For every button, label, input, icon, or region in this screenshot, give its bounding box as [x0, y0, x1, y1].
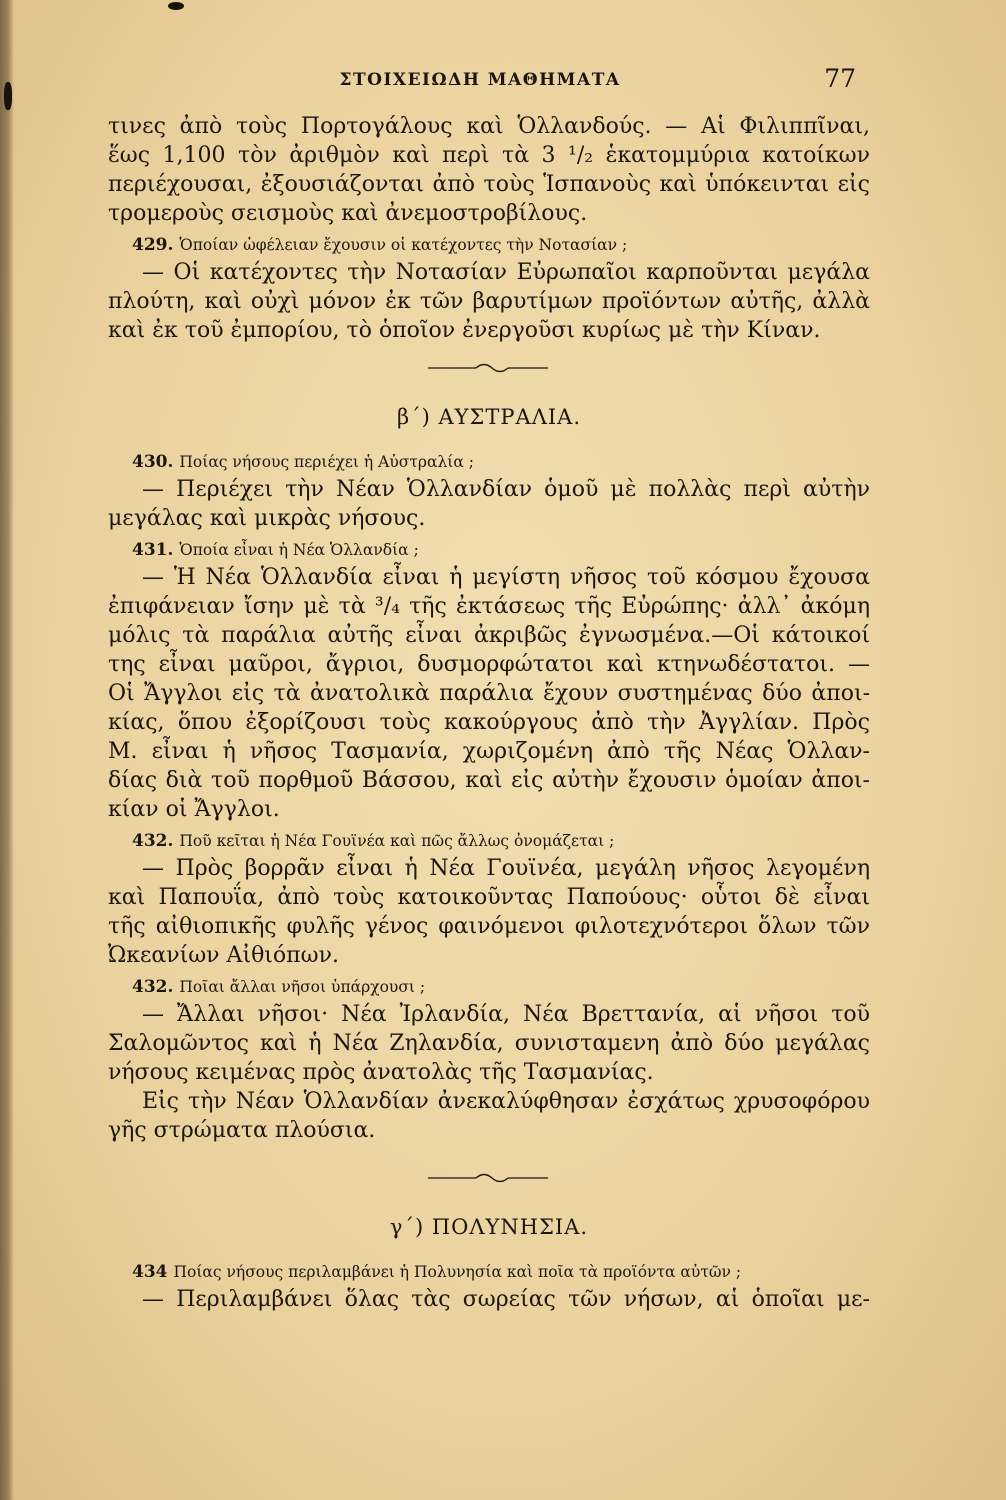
page-number: 77 [824, 64, 856, 93]
answer-line: τῆς αἰθιοπικῆς φυλῆς γένος φαινόμενοι φιλοτεχνότεροι ὅλων τῶν [108, 914, 870, 939]
answer-line: — Ἄλλαι νῆσοι· Νέα Ἰρλανδία, Νέα Βρεττανία, αἱ νῆσοι τοῦ [142, 1002, 870, 1027]
answer-line: Μ. εἶναι ἡ νῆσος Τασμανία, χωριζομένη ἀπὸ τῆς Νέας Ὁλλαν- [108, 739, 870, 764]
text-line: τινες ἀπὸ τοὺς Πορτογάλους καὶ Ὁλλανδούς. — Αἱ Φιλιππῖναι, [108, 114, 870, 139]
paragraph-line: Εἰς τὴν Νέαν Ὁλλανδίαν ἀνεκαλύφθησαν ἐσχάτως χρυσοφόρου [142, 1089, 870, 1114]
running-title: ΣΤΟΙΧΕΙΩΔΗ ΜΑΘΗΜΑΤΑ [339, 70, 621, 90]
question-text: Ποῖαι ἄλλαι νῆσοι ὑπάρχουσι ; [179, 978, 426, 996]
answer-line: — Περιλαμβάνει ὅλας τὰς σωρείας τῶν νήσων, αἱ ὁποῖαι με- [142, 1287, 870, 1312]
question-431 [108, 537, 870, 563]
section-title-polynesia: γ´) ΠΟΛΥΝΗΣΙΑ. [389, 1215, 589, 1239]
section-title-australia: β´) ΑΥΣΤΡΑΛΙΑ. [397, 405, 581, 429]
question-text: Ποίας νήσους περιέχει ἡ Αὐστραλία ; [179, 453, 475, 471]
answer-line: — Περιέχει τὴν Νέαν Ὁλλανδίαν ὁμοῦ μὲ πολλὰς περὶ αὐτὴν [142, 477, 870, 502]
binding-edge [0, 0, 14, 1500]
answer-line: μεγάλας καὶ μικρὰς νήσους. [108, 506, 426, 531]
answer-line: καὶ Παπουΐα, ἀπὸ τοὺς κατοικοῦντας Παπούους· οὗτοι δὲ εἶναι [108, 885, 870, 910]
ornament-divider [108, 357, 870, 379]
question-432-other-islands [108, 974, 870, 1000]
ink-blot [4, 82, 12, 110]
question-432-new-guinea [108, 828, 870, 854]
question-number: 432. [132, 977, 174, 997]
text-line: τρομεροὺς σεισμοὺς καὶ ἀνεμοστροβίλους. [108, 201, 588, 226]
question-text: Ὁποία εἶναι ἡ Νέα Ὁλλανδία ; [179, 541, 419, 559]
question-text: Ποῦ κεῖται ἡ Νέα Γουϊνέα καὶ πῶς ἄλλως ὀνομάζεται ; [179, 832, 615, 850]
question-text: Ὁποίαν ὠφέλειαν ἔχουσιν οἱ κατέχοντες τὴν Νοτασίαν ; [179, 236, 628, 254]
answer-line: πλούτη, καὶ οὐχὶ μόνον ἐκ τῶν βαρυτίμων προϊόντων αὐτῆς, ἀλλὰ [108, 289, 870, 314]
ink-blot [168, 2, 184, 10]
question-number: 430. [132, 452, 174, 472]
question-429 [108, 232, 870, 258]
question-number: 431. [132, 540, 174, 560]
answer-line: Σαλομῶντος καὶ ἡ Νέα Ζηλανδία, συνισταμενη ἀπὸ δύο μεγάλας [108, 1031, 870, 1056]
answer-line: — Οἱ κατέχοντες τὴν Νοτασίαν Εὐρωπαῖοι καρποῦνται μεγάλα [142, 260, 870, 285]
text-line: περιέχουσαι, ἐξουσιάζονται ἀπὸ τοὺς Ἱσπανοὺς καὶ ὑπόκεινται εἰς [108, 172, 870, 197]
answer-line: νήσους κειμένας πρὸς ἀνατολὰς τῆς Τασμανίας. [108, 1060, 654, 1085]
answer-line: κίας, ὅπου ἐξορίζουσι τοὺς κακούργους ἀπὸ τὴν Ἀγγλίαν. Πρὸς [108, 710, 870, 735]
page-header [100, 64, 860, 100]
paragraph-line: γῆς στρώματα πλούσια. [108, 1118, 376, 1143]
question-430 [108, 449, 870, 475]
question-number: 432. [132, 831, 174, 851]
answer-line: — Πρὸς βορρᾶν εἶναι ἡ Νέα Γουϊνέα, μεγάλη νῆσος λεγομένη [142, 856, 870, 881]
ornament-divider [108, 1167, 870, 1189]
question-text: Ποίας νήσους περιλαμβάνει ἡ Πολυνησία καὶ ποῖα τὰ προϊόντα αὐτῶν ; [173, 1263, 742, 1281]
question-number: 429. [132, 235, 174, 255]
text-line: ἕως 1,100 τὸν ἀριθμὸν καὶ περὶ τὰ 3 ¹/₂ ἑκατομμύρια κατοίκων [108, 143, 870, 168]
answer-line: δίας διὰ τοῦ πορθμοῦ Βάσσου, καὶ εἰς αὐτὴν ἔχουσιν ὁμοίαν ἀποι- [108, 768, 870, 793]
page-body [108, 112, 870, 1314]
answer-line: — Ἡ Νέα Ὁλλανδία εἶναι ἡ μεγίστη νῆσος τοῦ κόσμου ἔχουσα [142, 565, 870, 590]
question-number: 434 [132, 1262, 168, 1282]
answer-line: καὶ ἐκ τοῦ ἐμπορίου, τὸ ὁποῖον ἐνεργοῦσι κυρίως μὲ τὴν Κίναν. [108, 318, 821, 343]
answer-line: μόλις τὰ παράλια αὐτῆς εἶναι ἀκριβῶς ἐγνωσμένα.—Οἱ κάτοικοί [108, 623, 870, 648]
answer-line: Ὠκεανίων Αἰθιόπων. [108, 943, 339, 968]
answer-line: της εἶναι μαῦροι, ἄγριοι, δυσμορφώτατοι καὶ κτηνωδέστατοι. — [108, 652, 870, 677]
question-434 [108, 1259, 870, 1285]
answer-line: Οἱ Ἄγγλοι εἰς τὰ ἀνατολικὰ παράλια ἔχουν συστημένας δύο ἀποι- [108, 681, 870, 706]
answer-line: κίαν οἱ Ἄγγλοι. [108, 797, 280, 822]
answer-line: ἐπιφάνειαν ἴσην μὲ τὰ ³/₄ τῆς ἐκτάσεως τῆς Εὐρώπης· ἀλλ᾽ ἀκόμη [108, 594, 870, 619]
